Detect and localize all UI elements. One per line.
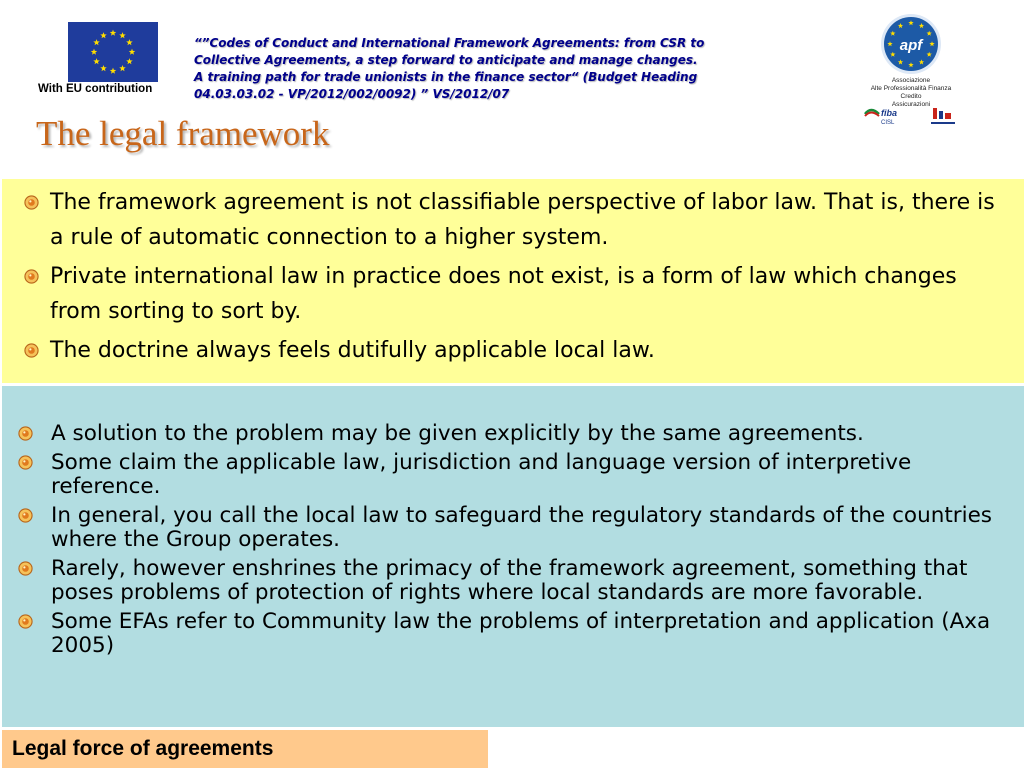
bullet-text: The framework agreement is not classifiable perspective of labor law. That is, there is a rule of automatic connection to a higher system. — [50, 190, 995, 250]
list-item — [2, 557, 1024, 605]
bullet-text: A solution to the problem may be given explicitly by the same agreements. — [51, 421, 864, 446]
sun-bullet-icon — [24, 269, 39, 284]
key-points-list — [2, 179, 1024, 368]
bullet-text: Some EFAs refer to Community law the problems of interpretation and application (Axa 2005) — [51, 609, 991, 658]
bullet-text: Rarely, however enshrines the primacy of the framework agreement, something that poses problems of protection of rights where local standards are more favorable. — [51, 556, 968, 605]
eu-flag-icon — [68, 22, 158, 82]
list-item — [2, 333, 1024, 368]
apf-logo-line: Credito — [900, 93, 922, 100]
apf-logo-line: Associazione — [891, 77, 931, 84]
list-item — [2, 185, 1024, 255]
solutions-list — [2, 386, 1024, 658]
list-item — [2, 422, 1024, 446]
apf-logo-icon — [853, 10, 969, 128]
sun-bullet-icon — [18, 508, 33, 523]
fiba-text: fiba — [881, 108, 898, 118]
list-item — [2, 610, 1024, 658]
list-item — [2, 451, 1024, 499]
sun-bullet-icon — [18, 426, 33, 441]
sun-bullet-icon — [18, 561, 33, 576]
apf-logo-line: Alte Professionalità Finanza — [870, 85, 952, 92]
list-item — [2, 504, 1024, 552]
footer-section-label: Legal force of agreements — [2, 730, 488, 768]
slide-title: The legal framework — [36, 114, 330, 153]
list-item — [2, 259, 1024, 329]
sun-bullet-icon — [24, 195, 39, 210]
bullet-text: Private international law in practice does not exist, is a form of law which changes from sorting to sort by. — [50, 264, 957, 324]
bullet-text: In general, you call the local law to safeguard the regulatory standards of the countries where the Group operates. — [51, 503, 992, 552]
project-title: “”Codes of Conduct and International Framework Agreements: from CSR to Collective Agreements, a step forward to anticipate and manage changes. A training path for trade unionists in the finance sector“ (Budget Heading 04.03.03.02 - VP/2012/002/0092) ” VS/2012/07 — [194, 36, 705, 101]
sun-bullet-icon — [18, 614, 33, 629]
eu-contribution-caption: With EU contribution — [38, 83, 153, 95]
apf-logo-line: Assicurazioni — [891, 101, 931, 108]
apf-brand-text: apf — [899, 37, 923, 54]
sun-bullet-icon — [24, 343, 39, 358]
solutions-panel — [2, 386, 1024, 727]
cisl-text: CISL — [881, 120, 895, 126]
sun-bullet-icon — [18, 455, 33, 470]
key-points-panel — [2, 179, 1024, 383]
bullet-text: The doctrine always feels dutifully applicable local law. — [50, 338, 655, 363]
bullet-text: Some claim the applicable law, jurisdiction and language version of interpretive reference. — [51, 450, 912, 499]
